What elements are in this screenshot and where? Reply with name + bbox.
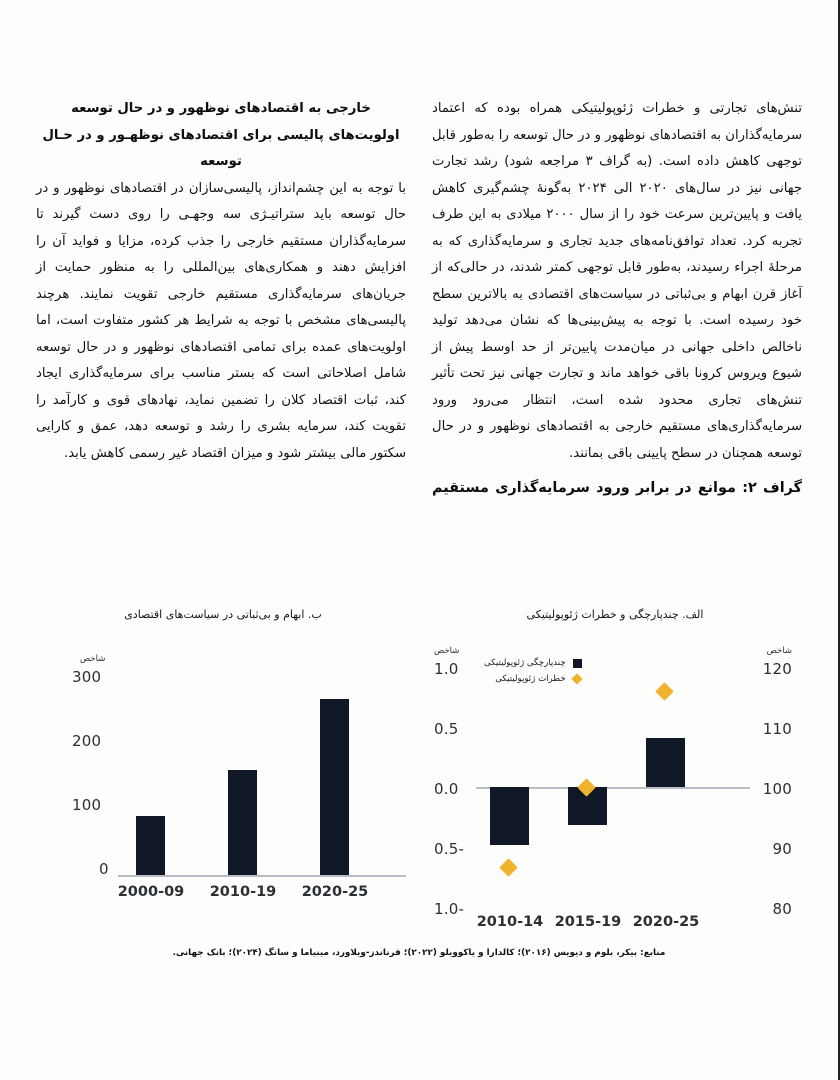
panel-alef-legend [484, 658, 582, 684]
bar-2020-25 [646, 738, 685, 787]
panel-alef-right-axis-unit: شاخص [766, 646, 792, 656]
panel-alef-ytick-4: -0.5 [434, 840, 465, 858]
text-columns [36, 96, 802, 566]
panel-alef-ytick-3: 0.0 [434, 780, 459, 798]
chart-panel-be [36, 608, 410, 918]
left-column-body: با توجه به این چشم‌انداز، پالیسی‌سازان در اقتصادهای نوظهور و در حال توسعه باید ستراتیـژی سه وجهـی را روی دست گیرند تا سرمایه‌گذاران مستقیم خارجی را جذب کرده، مزایا و فواید آن را افزایش دهند و همکاری‌های بین‌المللی را به منظور حمایت از جریان‌های سرمایه‌گذاری مستقیم خارجی تقویت نمایند. هرچند پالیسی‌های مشخص با توجه به شرایط هر کشور متفاوت است، اما اولویت‌های عمده برای تمامی اقتصادهای نوظهور و در حال توسعه شامل اصلاحاتی است که بستر مناسب برای سرمایه‌گذاری ایجاد کند، ثبات اقتصاد کلان را تضمین نماید، نهادهای قوی و کارآمد را تقویت کند، سرمایه بشری را رشد و توسعه دهد، عمق و کارایی سکتور مالی بیشتر شود و میزان اقتصاد غیر رسمی کاهش یابد. [36, 180, 406, 461]
diamond-2020-25 [655, 682, 673, 700]
heading-line-3: توسعه [200, 154, 242, 169]
panel-be-title: ب. ابهام و بی‌ثباتی در سیاست‌های اقتصادی [124, 608, 322, 621]
panel-alef-y2tick-5: 80 [772, 900, 792, 918]
left-text-column [36, 96, 406, 566]
source-note: منابع: بیکر، بلوم و دیویس (۲۰۱۶)؛ کالدارا و یاکوویلو (۲۰۲۲)؛ فرناندز-ویلاورد، مینیاما و سانگ (۲۰۲۴)؛ بانک جهانی. [172, 948, 666, 958]
square-marker-icon [573, 659, 582, 668]
panel-be-baseline [118, 875, 406, 877]
diamond-2010-14 [499, 858, 517, 876]
bar-2010-14 [490, 787, 529, 845]
catlabel-alef-1: 2010-14 [476, 914, 544, 930]
panel-be-plot [36, 642, 410, 918]
heading-line-2: اولویت‌های پالیسی برای اقتصادهای نوظهـور و در حـال [42, 127, 400, 143]
bar-2020-25-be [320, 699, 349, 875]
diamond-marker-icon [571, 673, 582, 684]
panel-be-ytick-3: 100 [72, 796, 102, 814]
panel-alef-y2tick-1: 120 [762, 660, 792, 678]
bar-2010-19 [228, 770, 257, 875]
panel-be-ytick-4: 0 [99, 860, 109, 878]
catlabel-be-2: 2010-19 [209, 884, 277, 900]
charts-row [36, 608, 802, 930]
catlabel-alef-2: 2015-19 [554, 914, 622, 930]
catlabel-alef-3: 2020-25 [632, 914, 700, 930]
panel-alef-ytick-2: 0.5 [434, 720, 459, 738]
legend-item-geopolitical-risk [484, 674, 582, 684]
panel-alef-ytick-1: 1.0 [434, 660, 459, 678]
chart-panel-alef [428, 608, 802, 930]
bar-2000-09 [136, 816, 165, 875]
right-column-body: تنش‌های تجارتی و خطرات ژئوپولیتیکی همراه بوده که اعتماد سرمایه‌گذاران به اقتصادهای نوظهور و در حال توسعه را به‌طور قابل توجهی کاهش داده است. (به گراف ۳ مراجعه شود) رشد تجارت جهانی نیز در سال‌های ۲۰۲۰ الی ۲۰۲۴ به‌گونۀ چشم‌گیری کاهش یافت و پایین‌ترین سرعت خود را از سال ۲۰۰۰ میلادی به این طرف تجربه کرد. تعداد توافق‌نامه‌های جدید تجاری و سرمایه‌گذاری که به مرحلۀ اجراء رسیدند، به‌طور قابل توجهی کمتر شدند، در حالی‌که از آغاز قرن ابهام و بی‌ثباتی در سیاست‌های اقتصادی به بالاترین سطح خود رسیده است. با توجه به پیش‌بینی‌ها که نشان می‌دهد تولید ناخالص داخلی جهانی در میان‌مدت پایین‌تر از حد اوسط پیش از شیوع ویروس کرونا باقی خواهد ماند و تجارت جهانی نیز تحت تأثیر تنش‌های تجاری محدود شده است، انتظار می‌رود ورود سرمایه‌گذاری‌های مستقیم خارجی به اقتصادهای نوظهور و در حال توسعه همچنان در سطح پایینی باقی بمانند. [432, 101, 803, 461]
panel-be-axis-unit: شاخص [80, 654, 106, 664]
legend-item-fragmentation [484, 658, 582, 668]
graph-2-title: گراف ۲: موانع در برابر ورود سرمایه‌گذاری مستقیم [432, 480, 802, 496]
panel-alef-y2tick-3: 100 [762, 780, 792, 798]
panel-alef-plot [428, 642, 802, 930]
panel-alef-left-axis-unit: شاخص [434, 646, 460, 656]
right-text-column [432, 96, 802, 566]
panel-be-ytick-2: 200 [72, 732, 102, 750]
legend-label-geopolitical-risk: خطرات ژئوپولیتیکی [495, 674, 566, 684]
heading-line-1: خارجی به اقتصادهای نوظهور و در حال توسعه [71, 101, 371, 116]
catlabel-be-3: 2020-25 [301, 884, 369, 900]
panel-be-ytick-1: 300 [72, 668, 102, 686]
catlabel-be-1: 2000-09 [117, 884, 185, 900]
panel-alef-ytick-5: -1.0 [434, 900, 465, 918]
panel-alef-title: الف. چندپارچگی و خطرات ژئوپولیتیکی [526, 608, 704, 621]
legend-label-fragmentation: چندپارچگی ژئوپولیتیکی [484, 658, 566, 668]
panel-alef-y2tick-2: 110 [762, 720, 792, 738]
panel-alef-y2tick-4: 90 [772, 840, 792, 858]
